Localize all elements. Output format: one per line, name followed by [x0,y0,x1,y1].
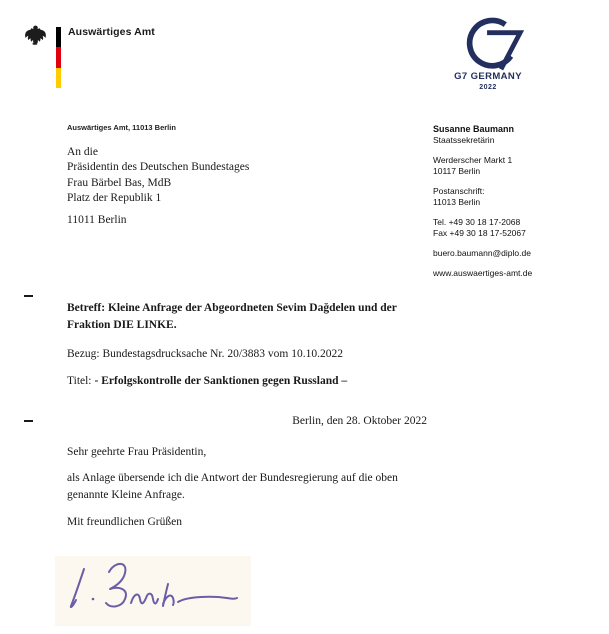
contact-title: Staatssekretärin [433,135,495,145]
g7-logo-year: 2022 [479,84,497,91]
sender-return-address: Auswärtiges Amt, 11013 Berlin [67,123,176,132]
subject-line [67,300,427,334]
salutation: Sehr geehrte Frau Präsidentin, [67,446,207,458]
flag-black [56,27,61,47]
title-line [67,373,427,390]
recipient-line: Platz der Republik 1 [67,192,162,205]
contact-website: www.auswaertiges-amt.de [433,268,533,278]
recipient-line: An die [67,146,98,158]
contact-street: Werderscher Markt 1 [433,155,513,165]
g7-circle-mark-icon [466,17,536,71]
contact-fax: Fax +49 30 18 17-52067 [433,228,526,238]
contact-name: Susanne Baumann [433,124,515,134]
recipient-line: Frau Bärbel Bas, MdB [67,176,172,189]
recipient-city: 11011 Berlin [67,213,127,226]
postal-city: 11013 Berlin [433,197,481,207]
contact-phone: Tel. +49 30 18 17-2068 [433,217,521,227]
signature-image [55,556,251,626]
body-paragraph [67,470,427,504]
recipient-line: Präsidentin des Deutschen Bundestages [67,161,250,174]
fold-mark-bottom [24,420,33,422]
contact-email: buero.baumann@diplo.de [433,248,531,258]
flag-red [56,47,61,67]
paragraph-text: genannte Kleine Anfrage. [67,489,185,501]
contact-block [433,124,532,288]
date-line: Berlin, den 28. Oktober 2022 [292,415,427,427]
federal-eagle-icon [24,24,47,49]
title-label: Titel: [67,375,92,387]
reference-line: Bezug: Bundestagsdrucksache Nr. 20/3883 vom 10.10.2022 [67,348,343,360]
handwritten-signature-icon [55,556,251,626]
g7-logo-text: G7 GERMANY [454,71,522,82]
subject-text: Fraktion DIE LINKE. [67,319,177,331]
agency-name: Auswärtiges Amt [68,26,155,38]
closing-line: Mit freundlichen Grüßen [67,516,182,528]
contact-city: 10117 Berlin [433,166,481,176]
subject-text: Betreff: Kleine Anfrage der Abgeordneten Sevim Dağdelen und der [67,302,397,314]
recipient-address [67,145,249,228]
flag-gold [56,68,61,88]
paragraph-text: als Anlage übersende ich die Antwort der Bundesregierung auf die oben [67,472,398,484]
fold-mark-top [24,295,33,297]
german-flag-stripe [56,27,61,88]
title-text: - Erfolgskontrolle der Sanktionen gegen Russland – [94,375,348,387]
postal-label: Postanschrift: [433,186,485,196]
